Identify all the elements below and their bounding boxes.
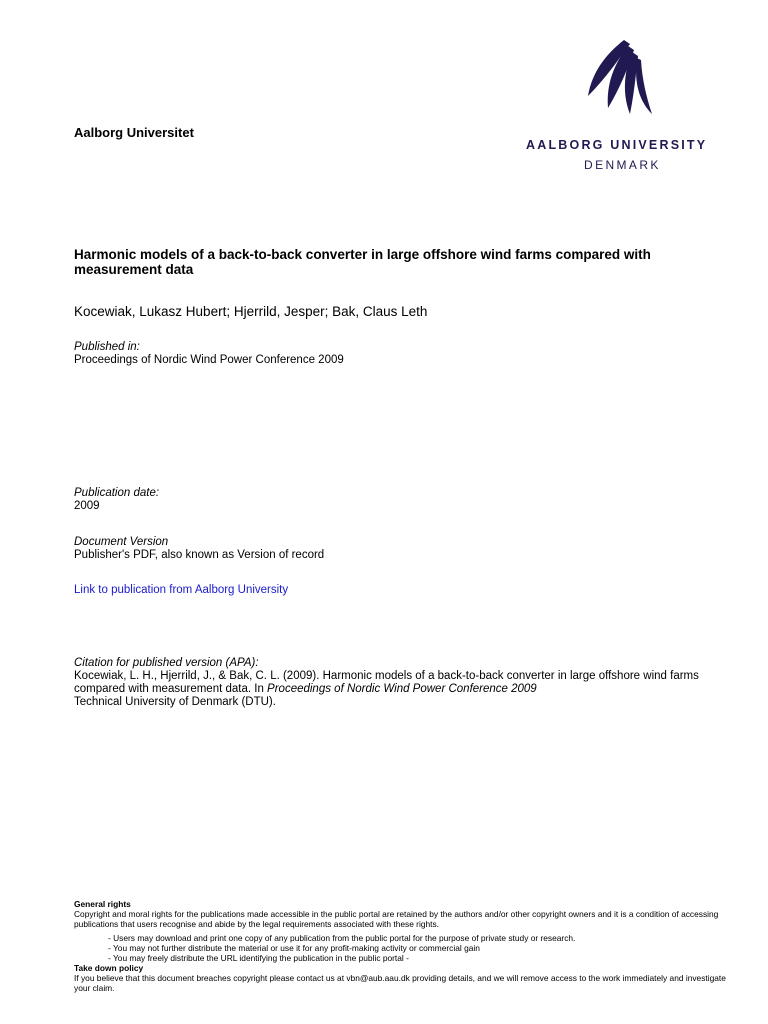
take-down-heading: Take down policy [74, 963, 144, 973]
wave-logo-icon [520, 40, 730, 135]
rights-list-item: - Users may download and print one copy of any publication from the public portal for the purpose of private study or research. [108, 933, 576, 943]
publication-date-value: 2009 [74, 500, 100, 512]
document-version-label: Document Version [74, 536, 169, 548]
publication-date-label: Publication date: [74, 487, 160, 499]
publication-link[interactable]: Link to publication from Aalborg University [74, 584, 289, 596]
published-in-section [74, 341, 344, 367]
authors: Kocewiak, Lukasz Hubert; Hjerrild, Jesper; Bak, Claus Leth [74, 304, 428, 319]
take-down-text: If you believe that this document breaches copyright please contact us at vbn@aub.aau.dk providing details, and we will remove access to the work immediately and investigate your claim. [74, 973, 726, 993]
document-version-section [74, 536, 324, 562]
citation-proceedings: Proceedings of Nordic Wind Power Conference 2009 [267, 683, 537, 695]
rights-list-item: - You may not further distribute the material or use it for any profit-making activity or commercial gain [108, 943, 480, 953]
citation-text-after: Technical University of Denmark (DTU). [74, 696, 276, 708]
citation-section [74, 657, 734, 709]
general-rights-text: Copyright and moral rights for the publications made accessible in the public portal are retained by the authors and/or other copyright owners and it is a condition of accessing publications that users recognise and abide by the legal requirements associated with these rights. [74, 909, 719, 929]
citation-label: Citation for published version (APA): [74, 657, 259, 669]
logo-country: DENMARK [584, 158, 661, 172]
logo-wordmark: AALBORG UNIVERSITY [526, 138, 708, 152]
footer-notice [74, 899, 734, 993]
rights-list-item: - You may freely distribute the URL identifying the publication in the public portal - [108, 953, 409, 963]
document-version-value: Publisher's PDF, also known as Version of record [74, 549, 325, 561]
institution-name: Aalborg Universitet [74, 125, 194, 140]
publication-title: Harmonic models of a back-to-back converter in large offshore wind farms compared with measurement data [74, 247, 651, 277]
university-logo [520, 40, 730, 180]
rights-list [74, 933, 734, 963]
general-rights-heading: General rights [74, 899, 131, 909]
citation-text [74, 670, 734, 709]
published-in-label: Published in: [74, 341, 140, 353]
publication-date-section [74, 487, 159, 513]
published-in-value: Proceedings of Nordic Wind Power Conference 2009 [74, 354, 344, 366]
citation-text-before: Kocewiak, L. H., Hjerrild, J., & Bak, C. L. (2009). Harmonic models of a back-to-back converter in large offshore wind farms compared with measurement data. In [74, 670, 699, 695]
